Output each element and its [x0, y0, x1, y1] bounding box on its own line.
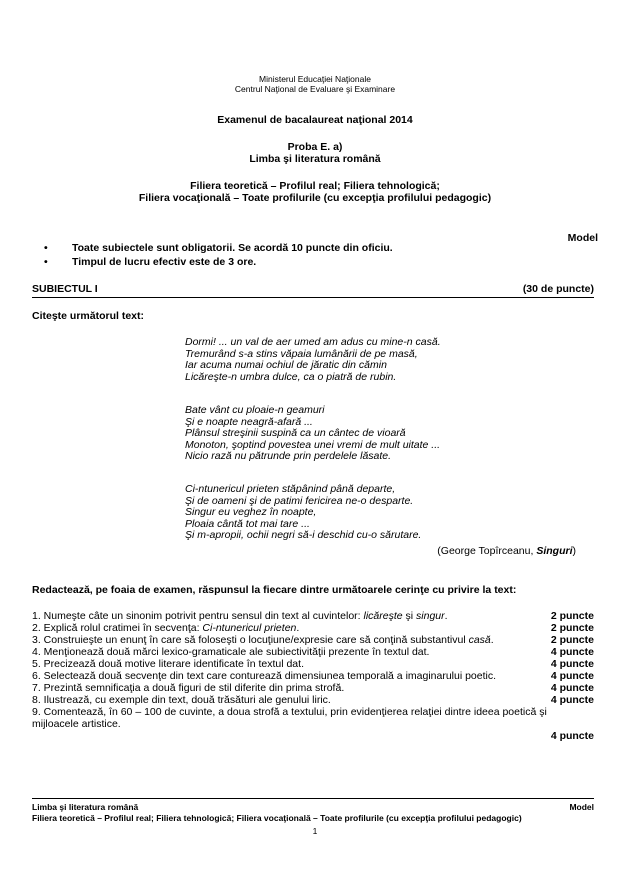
filiera-line-1: Filiera teoretică – Profilul real; Filiera tehnologică; — [190, 180, 440, 192]
requirement-text: 5. Precizează două motive literare identificate în textul dat. — [32, 658, 304, 670]
requirement-text: 6. Selectează două secvenţe din text care conturează dimensiunea temporală a imaginarului poetic. — [32, 670, 497, 682]
requirement-item — [32, 622, 594, 634]
poem-stanza-1 — [185, 337, 441, 383]
requirement-text: 8. Ilustrează, cu exemple din text, două trăsături ale genului liric. — [32, 694, 331, 706]
requirement-item — [32, 634, 594, 646]
instruction-text: Toate subiectele sunt obligatorii. Se acordă 10 puncte din oficiu. — [72, 242, 393, 254]
requirement-points: 2 puncte — [550, 610, 594, 622]
poem-line: Plânsul streşinii suspină ca un cântec de vioară — [185, 427, 406, 439]
poem-line: Dormi! ... un val de aer umed am adus cu mine-n casă. — [185, 336, 441, 348]
exam-title: Examenul de bacalaureat naţional 2014 — [217, 114, 413, 126]
section-title: SUBIECTUL I — [32, 283, 98, 295]
poem-line: Tremurând s-a stins văpaia lumânării de pe masă, — [185, 347, 418, 360]
poem-line: Iar acuma numai ochiul de jăratic din cămin — [185, 359, 387, 371]
requirement-points: 4 puncte — [550, 658, 594, 670]
instructions-list — [44, 241, 393, 269]
requirement-text: 2. Explică rolul cratimei în secvenţa: Ci-ntunericul prieten. — [32, 622, 300, 634]
requirement-text: 9. Comentează, în 60 – 100 de cuvinte, a doua strofă a textului, prin evidenţierea relaţiei dintre ideea poetică şi mijloacele artistice. — [32, 706, 547, 730]
bullet-icon: • — [44, 256, 48, 268]
poem-attribution — [0, 545, 576, 557]
proba-label: Proba E. a) — [287, 141, 343, 153]
requirement-points: 4 puncte — [550, 682, 594, 694]
attribution-close: ) — [572, 545, 576, 557]
requirements-list — [32, 610, 594, 742]
author-name: (George Topîrceanu, — [437, 545, 537, 557]
filiera-block — [0, 180, 630, 204]
poem-line: Şi de oameni şi de patimi fericirea ne-o desparte. — [185, 494, 414, 507]
poem-stanza-2 — [185, 405, 440, 463]
poem-line: Nicio rază nu pătrunde prin perdelele lăsate. — [185, 450, 392, 462]
instruction-item — [44, 255, 393, 269]
section-header — [32, 283, 594, 295]
ministry-name: Ministerul Educaţiei Naţionale — [259, 74, 371, 84]
poem-stanza-3 — [185, 484, 421, 542]
task-instruction: Redactează, pe foaia de examen, răspunsul la fiecare dintre următoarele cerinţe cu privire la text: — [32, 584, 517, 596]
requirement-text: 7. Prezintă semnificaţia a două figuri de stil diferite din prima strofă. — [32, 682, 345, 694]
instruction-item — [44, 241, 393, 255]
poem-title: Singuri — [536, 545, 573, 557]
poem-line: Monoton, şoptind povestea unei vremi de mult uitate ... — [185, 438, 441, 451]
model-label: Model — [567, 232, 598, 244]
footer-model: Model — [569, 802, 594, 812]
instruction-text: Timpul de lucru efectiv este de 3 ore. — [72, 256, 257, 268]
read-instruction: Citeşte următorul text: — [32, 310, 145, 322]
document-header — [0, 74, 630, 94]
footer-filiera: Filiera teoretică – Profilul real; Filiera tehnologică; Filiera vocaţională – Toate profilurile (cu excepţia profilului pedagogic) — [32, 813, 522, 823]
requirement-item — [32, 706, 594, 742]
requirement-points: 4 puncte — [550, 730, 594, 742]
footer-row — [32, 802, 594, 812]
page-number: 1 — [312, 826, 318, 836]
bullet-icon: • — [44, 242, 48, 254]
requirement-points: 2 puncte — [550, 622, 594, 634]
requirement-points: 2 puncte — [550, 634, 594, 646]
requirement-text: 1. Numeşte câte un sinonim potrivit pentru sensul din text al cuvintelor: licăreşte şi singur. — [32, 610, 448, 622]
subject-name: Limba şi literatura română — [249, 153, 381, 165]
footer-subject: Limba şi literatura română — [32, 802, 139, 812]
footer-divider — [32, 798, 594, 799]
section-divider — [32, 297, 594, 298]
requirement-item — [32, 658, 594, 670]
section-points: (30 de puncte) — [522, 283, 594, 295]
poem-line: Singur eu veghez în noapte, — [185, 506, 317, 518]
requirement-item — [32, 694, 594, 706]
requirement-item — [32, 682, 594, 694]
poem-line: Ploaia cântă tot mai tare ... — [185, 517, 310, 530]
poem-line: Şi m-apropii, ochii negri să-i deschid cu-o sărutare. — [185, 529, 422, 541]
requirement-text: 4. Menţionează două mărci lexico-gramaticale ale subiectivităţii prezente în textul dat. — [32, 646, 430, 658]
poem-line: Ci-ntunericul prieten stăpânind până departe, — [185, 483, 396, 495]
center-name: Centrul Naţional de Evaluare şi Examinare — [234, 84, 396, 94]
filiera-line-2: Filiera vocaţională – Toate profilurile (cu excepţia profilului pedagogic) — [138, 192, 492, 204]
requirement-item — [32, 610, 594, 622]
poem-line: Licăreşte-n umbra dulce, ca o piatră de rubin. — [185, 370, 397, 383]
requirement-points: 4 puncte — [550, 646, 594, 658]
exam-proba — [0, 141, 630, 165]
requirement-item — [32, 646, 594, 658]
poem-line: Şi e noapte neagră-afară ... — [185, 415, 313, 428]
requirement-points: 4 puncte — [550, 694, 594, 706]
requirement-points: 4 puncte — [550, 670, 594, 682]
poem-line: Bate vânt cu ploaie-n geamuri — [185, 404, 325, 416]
requirement-text: 3. Construieşte un enunţ în care să foloseşti o locuţiune/expresie care să conţină substantivul casă. — [32, 634, 494, 646]
requirement-item — [32, 670, 594, 682]
